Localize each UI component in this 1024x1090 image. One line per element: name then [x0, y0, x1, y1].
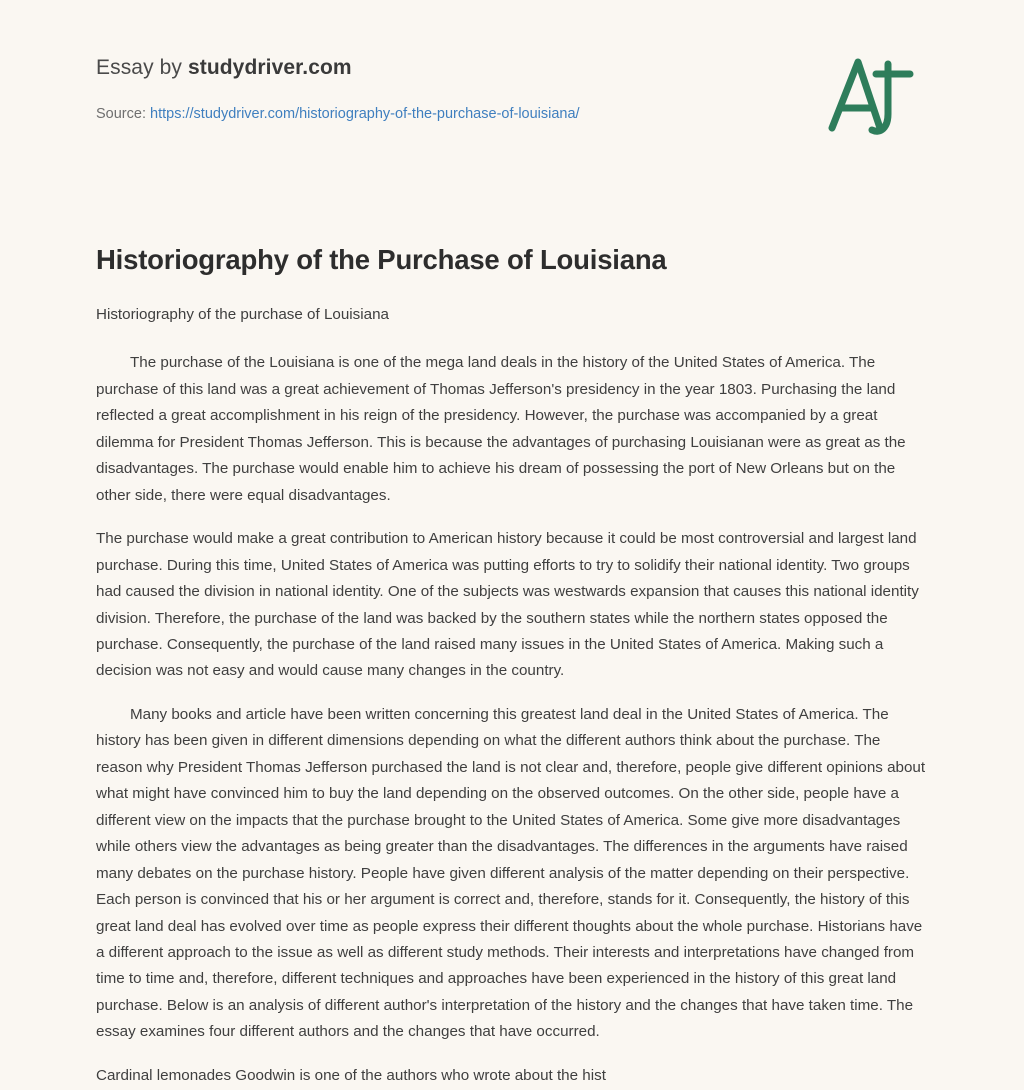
body-paragraph-1: The purchase of the Louisiana is one of the mega land deals in the history of the United States of America. The purchase of this land was a great achievement of Thomas Jefferson's presidency in the year 1803. Purchasing the land reflected a great accomplishment in his reign of the presidency. However, the purchase was accompanied by a great dilemma for President Thomas Jefferson. This is because the advantages of purchasing Louisianan were as great as the disadvantages. The purchase would enable him to achieve his dream of possessing the port of New Orleans but on the other side, there were equal disadvantages.	[96, 354, 906, 504]
body-paragraph-4: Cardinal lemonades Goodwin is one of the authors who wrote about the hist	[96, 1066, 606, 1084]
brand-by-label: by	[159, 56, 183, 79]
document-subtitle: Historiography of the purchase of Louisiana	[96, 306, 389, 323]
document-header	[96, 56, 928, 122]
source-line	[96, 106, 928, 122]
source-url-link[interactable]: https://studydriver.com/historiography-of-the-purchase-of-louisiana/	[150, 106, 580, 122]
source-label: Source:	[96, 106, 146, 122]
brand-essay-label: Essay	[96, 56, 154, 79]
body-paragraph-3: Many books and article have been written concerning this greatest land deal in the United States of America. The history has been given in different dimensions depending on what the different authors think about the purchase. The reason why President Thomas Jefferson purchased the land is not clear and, therefore, people give different opinions about what might have convinced him to buy the land depending on the observed outcomes. On the other side, people have a different view on the impacts that the purchase brought to the United States of America. Some give more disadvantages while others view the advantages as being greater than the disadvantages. The differences in the arguments have raised many debates on the purchase history. People have given different analysis of the matter depending on their perspective. Each person is convinced that his or her argument is correct and, therefore, stands for it. Consequently, the history of this great land deal has evolved over time as people express their different thoughts about the whole purchase. Historians have a different approach to the issue as well as different study methods. Their interests and interpretations have changed from time to time and, therefore, different techniques and approaches have been experienced in the history of this great land purchase. Below is an analysis of different author's interpretation of the history and the changes that have taken time. The essay examines four different authors and the changes that have occurred.	[96, 705, 926, 1041]
studydriver-monogram-logo-icon	[818, 44, 938, 154]
body-paragraph-2: The purchase would make a great contribution to American history because it could be most controversial and largest land purchase. During this time, United States of America was putting efforts to try to solidify their national identity. Two groups had caused the division in national identity. One of the subjects was westwards expansion that causes this national identity division. Therefore, the purchase of the land was backed by the southern states while the northern states opposed the purchase. Consequently, the purchase of the land raised many issues in the United States of America. Making such a decision was not easy and would cause many changes in the country.	[96, 530, 919, 680]
page-title: Historiography of the Purchase of Louisiana	[96, 244, 667, 275]
brand-line	[96, 56, 928, 80]
document-body	[96, 276, 928, 1089]
brand-site-name: studydriver.com	[187, 56, 352, 79]
